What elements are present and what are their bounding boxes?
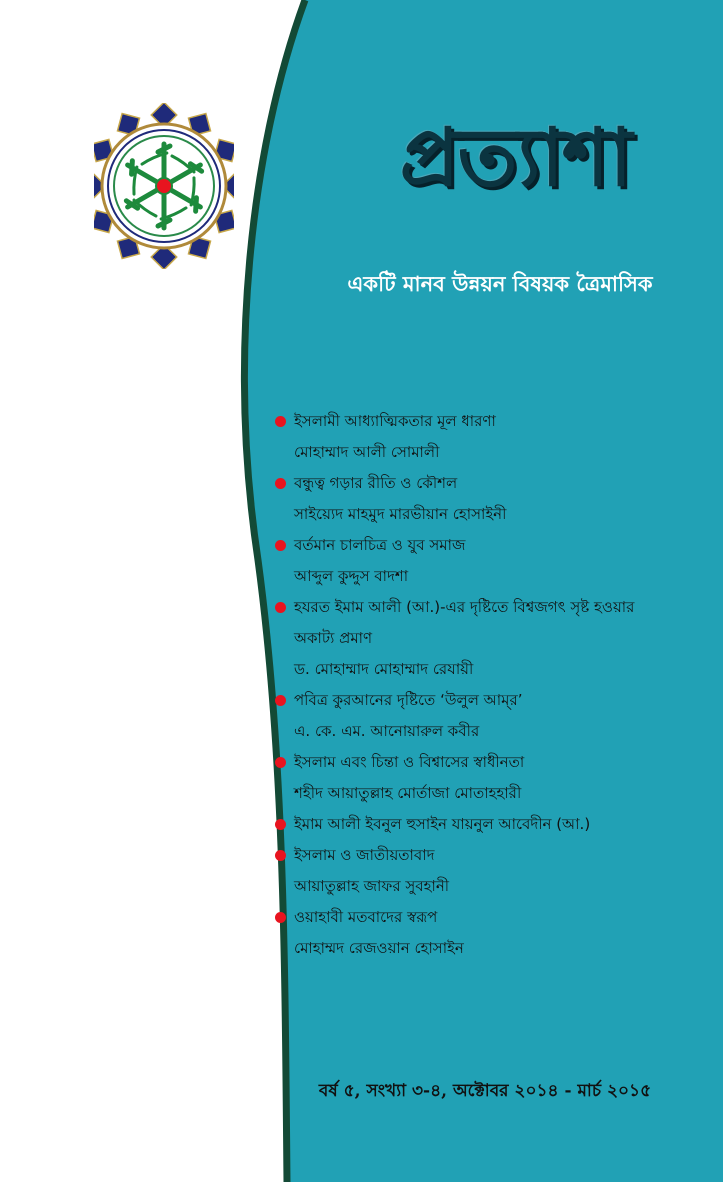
issue-info: বর্ষ ৫, সংখ্যা ৩-৪, অক্টোবর ২০১৪ - মার্চ ২০১৫: [318, 1081, 652, 1101]
article-title: বর্তমান চালচিত্র ও যুব সমাজ: [294, 536, 466, 554]
article-title: পবিত্র কুরআনের দৃষ্টিতে ‘উলুল আম্‌র’: [294, 691, 523, 709]
article-author: মোহাম্মাদ আলী সোমালী: [294, 443, 440, 461]
toc-item[interactable]: [272, 902, 712, 964]
article-author: সাইয়্যেদ মাহমুদ মারভীয়ান হোসাইনী: [294, 505, 507, 523]
article-author: শহীদ আয়াতুল্লাহ মোর্তাজা মোতাহহারী: [294, 784, 522, 802]
calligraphy-emblem-icon: [94, 103, 234, 269]
toc-item[interactable]: [272, 840, 712, 902]
red-dot-icon: [275, 416, 286, 427]
article-title: ইমাম আলী ইবনুল হুসাইন যায়নুল আবেদীন (আ.): [294, 815, 591, 833]
magazine-title: প্রত্যাশা: [399, 111, 631, 204]
toc-item[interactable]: [272, 747, 712, 809]
toc-item[interactable]: [272, 592, 712, 685]
red-dot-icon: [275, 695, 286, 706]
article-author: ড. মোহাম্মাদ মোহাম্মাদ রেযায়ী: [294, 660, 474, 678]
article-author: আয়াতুল্লাহ জাফর সুবহানী: [294, 877, 450, 895]
article-title: বন্ধুত্ব গড়ার রীতি ও কৌশল: [294, 474, 458, 492]
article-title: হযরত ইমাম আলী (আ.)-এর দৃষ্টিতে বিশ্বজগৎ সৃষ্ট হওয়ার: [294, 598, 635, 616]
magazine-subtitle: একটি মানব উন্নয়ন বিষয়ক ত্রৈমাসিক: [347, 272, 653, 296]
article-title-continued: অকাট্য প্রমাণ: [294, 629, 373, 647]
red-dot-icon: [275, 819, 286, 830]
article-author: মোহাম্মদ রেজওয়ান হোসাইন: [294, 939, 464, 957]
article-title: ইসলাম এবং চিন্তা ও বিশ্বাসের স্বাধীনতা: [294, 753, 525, 771]
red-dot-icon: [275, 478, 286, 489]
article-title: ইসলাম ও জাতীয়তাবাদ: [294, 846, 435, 864]
red-dot-icon: [275, 540, 286, 551]
red-dot-icon: [275, 602, 286, 613]
article-author: আব্দুল কুদ্দুস বাদশা: [294, 567, 409, 585]
toc-item[interactable]: [272, 406, 712, 468]
toc-item[interactable]: [272, 809, 712, 840]
red-dot-icon: [275, 912, 286, 923]
article-title: ইসলামী আধ্যাত্মিকতার মূল ধারণা: [294, 412, 496, 430]
table-of-contents: [272, 406, 712, 964]
toc-item[interactable]: [272, 685, 712, 747]
article-author: এ. কে. এম. আনোয়ারুল কবীর: [294, 722, 480, 740]
toc-item[interactable]: [272, 530, 712, 592]
toc-item[interactable]: [272, 468, 712, 530]
red-dot-icon: [275, 757, 286, 768]
article-title: ওয়াহাবী মতবাদের স্বরূপ: [294, 908, 438, 926]
red-dot-icon: [275, 850, 286, 861]
